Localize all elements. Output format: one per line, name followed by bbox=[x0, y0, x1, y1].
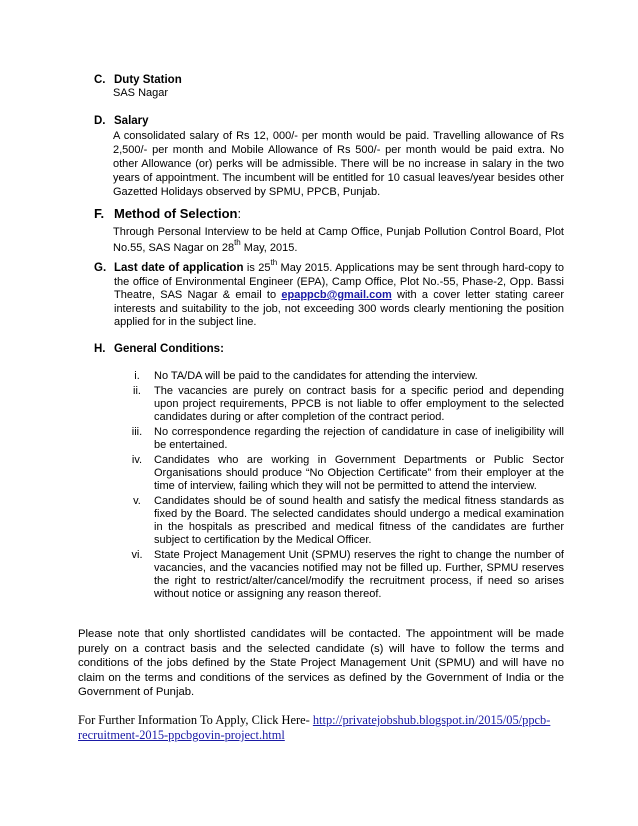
list-item: vi. State Project Management Unit (SPMU) reserves the right to change the number of vacancies, and the vacancies notified may not be filled up. Further, SPMU reserves the right to restrict/alter/cancel/modify the recruitment process, if need so arises without notice or assigning any reason thereof. bbox=[131, 549, 564, 600]
list-item: i. No TA/DA will be paid to the candidates for attending the interview. bbox=[134, 370, 478, 382]
selection-text: Through Personal Interview to be held at Camp Office, Punjab Pollution Control Board, Plot No.55, SAS Nagar on 28th May, 2015. bbox=[113, 226, 564, 254]
selection-heading: F. Method of Selection: bbox=[94, 206, 242, 221]
last-date-label: G. bbox=[94, 262, 107, 274]
last-date-text: Last date of application is 25th May 2015. Applications may be sent through hard-copy to the office of Environmental Engineer (EPA), Camp Office, Plot No.-55, Phase-2, Opp. Bassi Theatre, SAS Nagar & email to epappcb@gmail.com with a cover letter stating career interests and suitability to the job, not exceeding 300 words clearly mentioning the position applied for in the subject line. bbox=[114, 258, 565, 328]
salary-heading: D. Salary bbox=[94, 115, 149, 127]
salary-text: A consolidated salary of Rs 12, 000/- per month would be paid. Travelling allowance of Rs 2,500/- per month and Mobile Allowance of Rs 500/- per month would be paid extra. No other Allowance (or) perks will be admissible. There will be no increase in salary in the two years of appointment. The incumbent will be entitled for 10 casual leaves/year besides other Gazetted Holidays observed by SPMU, PPCB, Punjab. bbox=[113, 130, 564, 198]
email-link[interactable]: epappcb@gmail.com bbox=[281, 289, 392, 301]
duty-station-section bbox=[94, 74, 564, 100]
salary-section bbox=[94, 115, 564, 199]
last-date-section bbox=[94, 258, 565, 330]
shortlist-note: Please note that only shortlisted candidates will be contacted. The appointment will be made purely on a contract basis and the selected candidate (s) will have to follow the terms and conditions of the jobs defined by the State Project Management Unit (SPMU) and will have no claim on the terms and conditions of the services as defined by the Government of India or the Government of Punjab. bbox=[78, 628, 564, 698]
list-item: v. Candidates should be of sound health and satisfy the medical fitness standards as fixed by the Board. The selected candidates should undergo a medical examination in the hospitals as prescribed and medical fitness of the candidates are further subject to certification by the Medical Officer. bbox=[133, 495, 564, 546]
list-item: ii. The vacancies are purely on contract basis for a specific period and depending upon project requirements, PPCB is not liable to offer employment to the selected candidates during or after completion of the contract period. bbox=[133, 385, 564, 423]
list-item: iv. Candidates who are working in Government Departments or Public Sector Organisations should produce “No Objection Certificate” from their employer at the time of interview, failing which they will not be permitted to attend the interview. bbox=[131, 454, 564, 492]
general-conditions-list bbox=[120, 370, 564, 603]
general-conditions-heading: H. General Conditions: bbox=[94, 343, 224, 355]
duty-station-value: SAS Nagar bbox=[113, 87, 169, 99]
further-info: For Further Information To Apply, Click Here- http://privatejobshub.blogspot.in/2015/05/ppcb-recruitment-2015-ppcbgovin-project.html bbox=[78, 713, 551, 742]
selection-section bbox=[94, 206, 564, 256]
duty-station-heading: C. Duty Station bbox=[94, 74, 182, 86]
further-info-link[interactable]: http://privatejobshub.blogspot.in/2015/05/ppcb-recruitment-2015-ppcbgovin-project.html bbox=[78, 713, 551, 742]
list-item: iii. No correspondence regarding the rejection of candidature in case of ineligibility will be entertained. bbox=[131, 426, 564, 451]
